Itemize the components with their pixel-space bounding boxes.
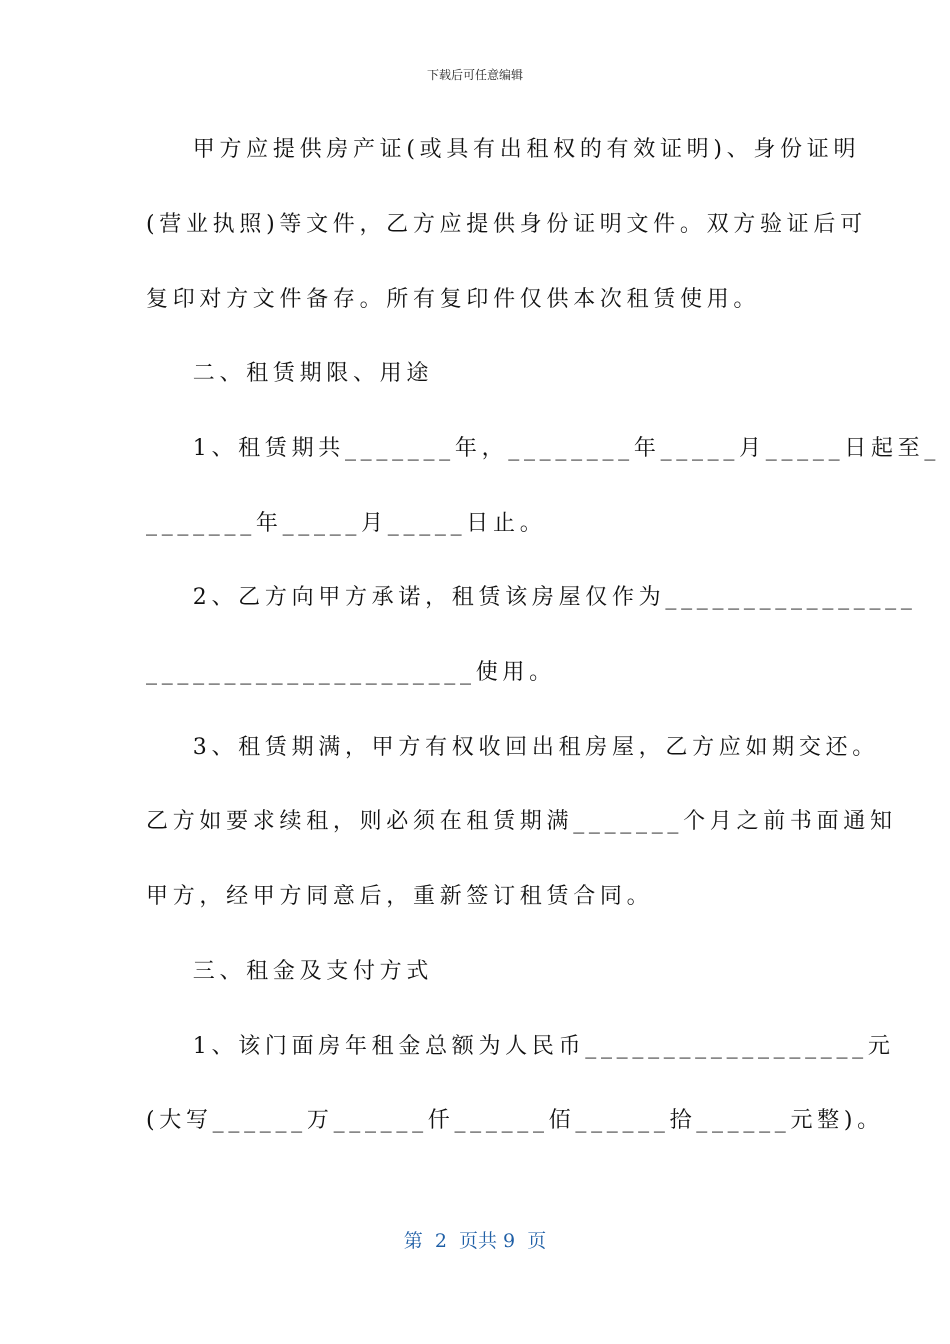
paragraph-line: 3、租赁期满，甲方有权收回出租房屋，乙方应如期交还。 — [146, 735, 879, 760]
paragraph-line: 甲方应提供房产证(或具有出租权的有效证明)、身份证明 — [146, 137, 861, 162]
paragraph-line: 1、该门面房年租金总额为人民币__________________元 — [146, 1034, 895, 1059]
page-header: 下载后可任意编辑 — [426, 68, 523, 82]
page-number-footer: 第 2 页共 9 页 — [403, 1230, 547, 1252]
section-heading: 三、租金及支付方式 — [146, 959, 434, 984]
paragraph-line: _____________________使用。 — [146, 660, 556, 685]
paragraph-line: 甲方，经甲方同意后，重新签订租赁合同。 — [146, 884, 654, 909]
paragraph-line: 2、乙方向甲方承诺，租赁该房屋仅作为________________ — [146, 585, 917, 610]
paragraph-line: (大写______万______仟______佰______拾______元整)。 — [146, 1108, 884, 1133]
section-heading: 二、租赁期限、用途 — [146, 361, 434, 386]
paragraph-line: 1、租赁期共_______年，________年_____月_____日起至_ — [146, 436, 941, 461]
paragraph-line: _______年_____月_____日止。 — [146, 511, 547, 536]
paragraph-line: (营业执照)等文件，乙方应提供身份证明文件。双方验证后可 — [146, 212, 867, 237]
paragraph-line: 复印对方文件备存。所有复印件仅供本次租赁使用。 — [146, 287, 761, 312]
paragraph-line: 乙方如要求续租，则必须在租赁期满_______个月之前书面通知 — [146, 809, 897, 834]
